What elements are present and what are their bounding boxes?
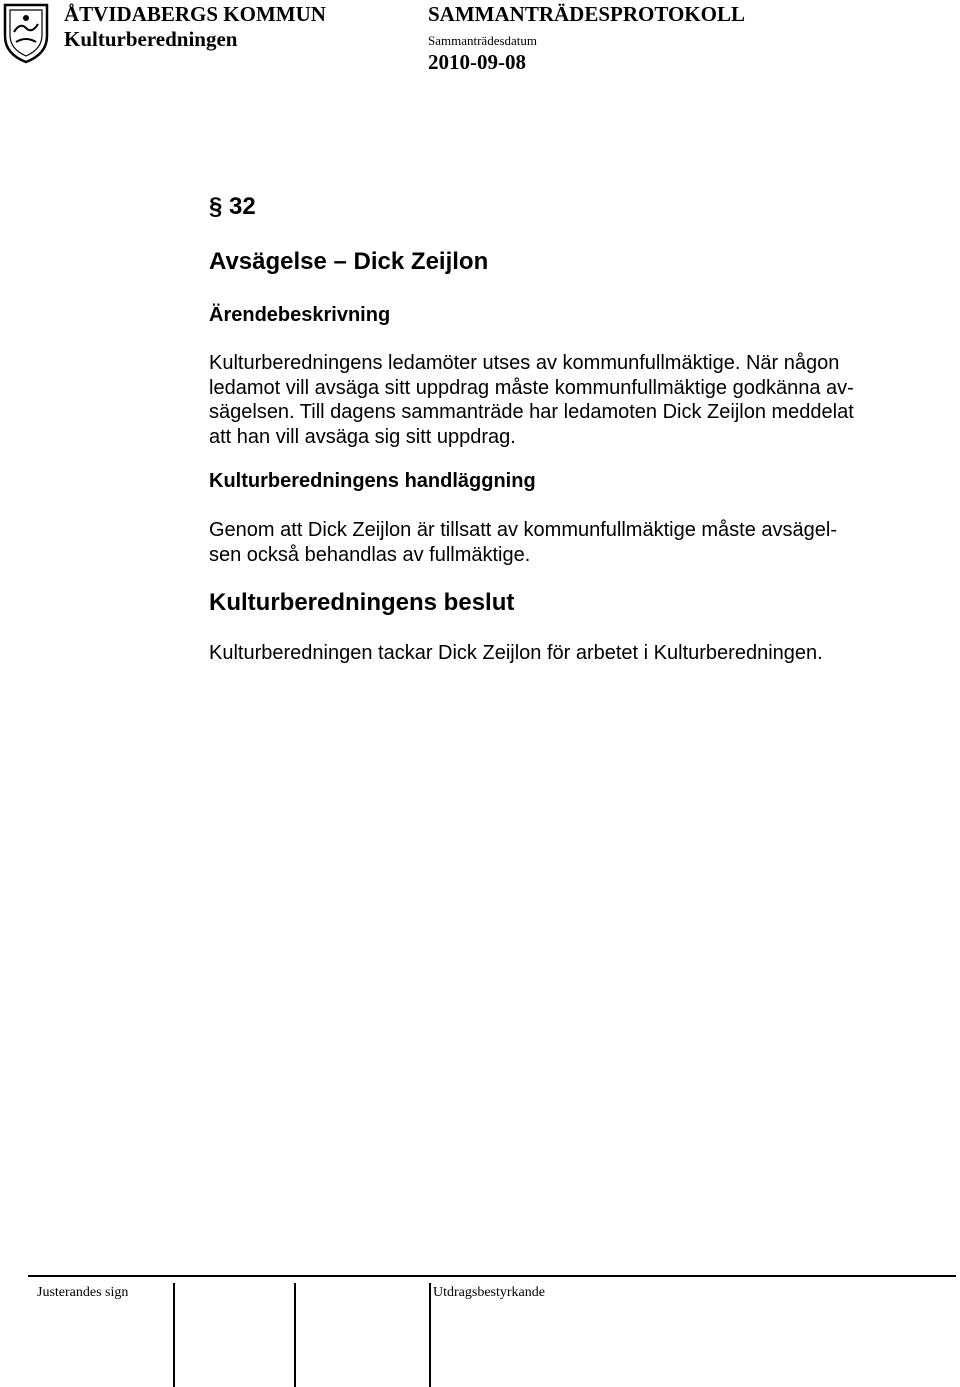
- footer-divider: [28, 1275, 956, 1277]
- decision-heading: Kulturberedningens beslut: [209, 589, 515, 616]
- handling-text: [209, 518, 929, 567]
- text-line: Genom att Dick Zeijlon är tillsatt av kommunfullmäktige måste avsägel-: [209, 519, 838, 541]
- text-line: Kulturberedningens ledamöter utses av kommunfullmäktige. När någon: [209, 352, 840, 374]
- organization-name: ÅTVIDABERGS KOMMUN: [64, 2, 326, 26]
- document-type: SAMMANTRÄDESPROTOKOLL: [428, 2, 745, 26]
- text-line: sen också behandlas av fullmäktige.: [209, 543, 531, 566]
- section-title: Avsägelse – Dick Zeijlon: [209, 248, 489, 275]
- meeting-date: 2010-09-08: [428, 50, 526, 74]
- meeting-date-label: Sammanträdesdatum: [428, 33, 538, 48]
- text-line: Kulturberedningen tackar Dick Zeijlon för arbetet i Kulturberedningen.: [209, 642, 823, 664]
- case-description-heading: Ärendebeskrivning: [209, 304, 391, 326]
- text-line: att han vill avsäga sig sitt uppdrag.: [209, 425, 516, 448]
- text-line: ledamot vill avsäga sitt uppdrag måste kommunfullmäktige godkänna av-: [209, 376, 854, 399]
- department-name: Kulturberedningen: [64, 27, 238, 51]
- case-description-text: [209, 351, 929, 449]
- signature-box-divider: [429, 1283, 431, 1387]
- extract-certification-label: Utdragsbestyrkande: [433, 1285, 545, 1300]
- decision-text: [209, 641, 929, 666]
- handling-heading: Kulturberedningens handläggning: [209, 470, 536, 492]
- text-line: sägelsen. Till dagens sammanträde har ledamoten Dick Zeijlon meddelat: [209, 401, 854, 423]
- signature-box-divider: [294, 1283, 296, 1387]
- paragraph-number: § 32: [209, 193, 256, 220]
- coat-of-arms-icon: [2, 2, 50, 64]
- signature-label: Justerandes sign: [37, 1285, 129, 1300]
- signature-box-divider: [173, 1283, 175, 1387]
